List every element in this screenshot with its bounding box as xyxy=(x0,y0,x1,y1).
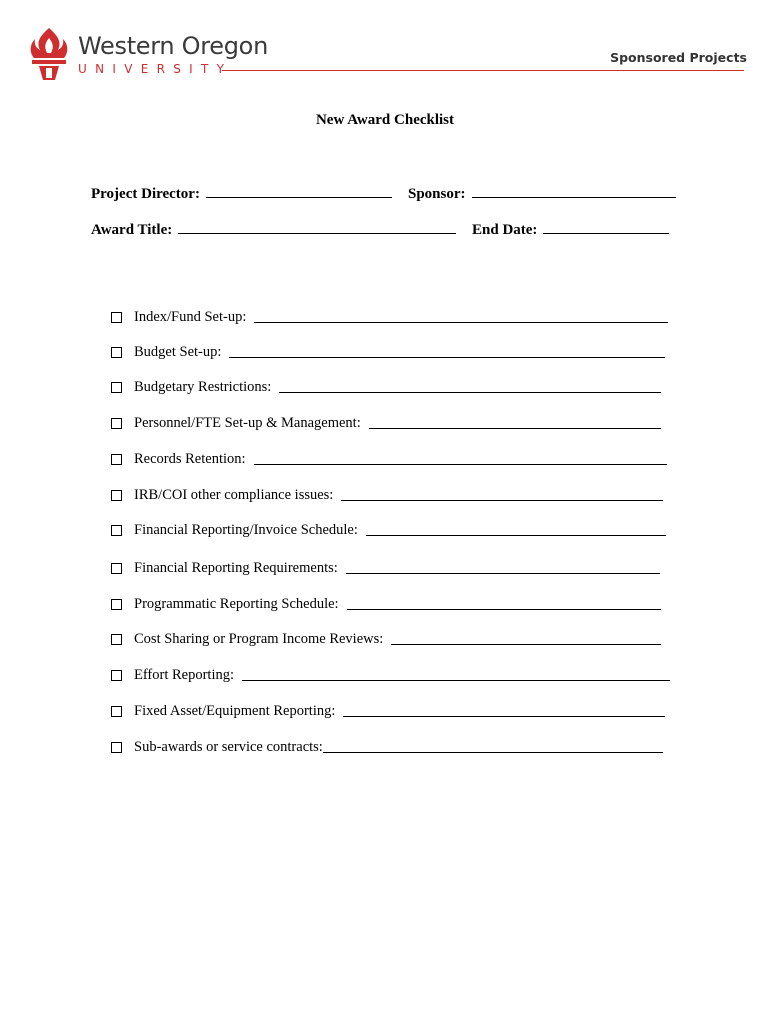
sponsor-blank[interactable] xyxy=(472,183,676,198)
checkbox[interactable] xyxy=(111,742,122,753)
answer-line[interactable] xyxy=(242,679,670,681)
answer-line[interactable] xyxy=(369,427,661,429)
answer-line[interactable] xyxy=(346,572,660,574)
checklist-item-label: Financial Reporting Requirements: xyxy=(134,560,338,576)
project-director-blank[interactable] xyxy=(206,183,392,198)
answer-line[interactable] xyxy=(229,356,665,358)
sponsor-label: Sponsor: xyxy=(408,186,466,202)
checkbox[interactable] xyxy=(111,706,122,717)
checkbox[interactable] xyxy=(111,670,122,681)
checklist-item[interactable] xyxy=(111,379,661,396)
header-rule xyxy=(222,70,744,71)
checkbox[interactable] xyxy=(111,454,122,465)
checklist-item[interactable] xyxy=(111,344,665,361)
checklist-item[interactable] xyxy=(111,522,666,539)
project-director-field[interactable] xyxy=(91,183,392,203)
answer-line[interactable] xyxy=(366,534,666,536)
end-date-label: End Date: xyxy=(472,222,538,238)
checklist-item[interactable] xyxy=(111,451,667,468)
checklist-item[interactable] xyxy=(111,596,661,613)
answer-line[interactable] xyxy=(254,463,667,465)
answer-line[interactable] xyxy=(391,643,661,645)
checklist-item-label: Financial Reporting/Invoice Schedule: xyxy=(134,522,358,538)
sponsor-field[interactable] xyxy=(408,183,676,203)
checklist-item-label: Fixed Asset/Equipment Reporting: xyxy=(134,703,336,719)
checkbox[interactable] xyxy=(111,347,122,358)
page-title: New Award Checklist xyxy=(315,112,455,128)
department-name: Sponsored Projects xyxy=(610,50,747,65)
checkbox[interactable] xyxy=(111,599,122,610)
checklist-item-label: Effort Reporting: xyxy=(134,667,235,683)
logo-subtitle: UNIVERSITY xyxy=(78,62,233,76)
checklist-item-label: Sub-awards or service contracts: xyxy=(134,739,323,755)
answer-line[interactable] xyxy=(341,499,663,501)
checklist-item-label: Programmatic Reporting Schedule: xyxy=(134,596,339,612)
checklist-item[interactable] xyxy=(111,487,663,504)
end-date-field[interactable] xyxy=(472,219,669,239)
checklist-item[interactable] xyxy=(111,631,661,648)
checklist-item[interactable] xyxy=(111,667,670,684)
university-logo xyxy=(26,26,266,84)
checklist-item[interactable] xyxy=(111,560,660,577)
award-title-label: Award Title: xyxy=(91,222,173,238)
award-title-field[interactable] xyxy=(91,219,456,239)
checkbox[interactable] xyxy=(111,634,122,645)
end-date-blank[interactable] xyxy=(543,219,669,234)
checklist-item-label: Budgetary Restrictions: xyxy=(134,379,272,395)
checklist-item-label: Budget Set-up: xyxy=(134,344,222,360)
answer-line[interactable] xyxy=(347,608,661,610)
award-title-blank[interactable] xyxy=(178,219,456,234)
checklist-item-label: IRB/COI other compliance issues: xyxy=(134,487,334,503)
project-director-label: Project Director: xyxy=(91,186,200,202)
checklist-item-label: Records Retention: xyxy=(134,451,246,467)
checkbox[interactable] xyxy=(111,312,122,323)
answer-line[interactable] xyxy=(343,715,665,717)
answer-line[interactable] xyxy=(254,321,668,323)
checkbox[interactable] xyxy=(111,418,122,429)
checklist-item-label: Cost Sharing or Program Income Reviews: xyxy=(134,631,384,647)
checkbox[interactable] xyxy=(111,525,122,536)
checklist-item-label: Index/Fund Set-up: xyxy=(134,309,247,325)
checkbox[interactable] xyxy=(111,382,122,393)
checkbox[interactable] xyxy=(111,490,122,501)
logo-name: Western Oregon xyxy=(78,32,268,60)
answer-line[interactable] xyxy=(323,751,663,753)
checkbox[interactable] xyxy=(111,563,122,574)
checklist-item-label: Personnel/FTE Set-up & Management: xyxy=(134,415,361,431)
checklist-item[interactable] xyxy=(111,703,665,720)
checklist-item[interactable] xyxy=(111,415,661,432)
checklist-item[interactable] xyxy=(111,739,663,756)
torch-icon xyxy=(26,26,72,84)
answer-line[interactable] xyxy=(279,391,661,393)
checklist-item[interactable] xyxy=(111,309,668,326)
